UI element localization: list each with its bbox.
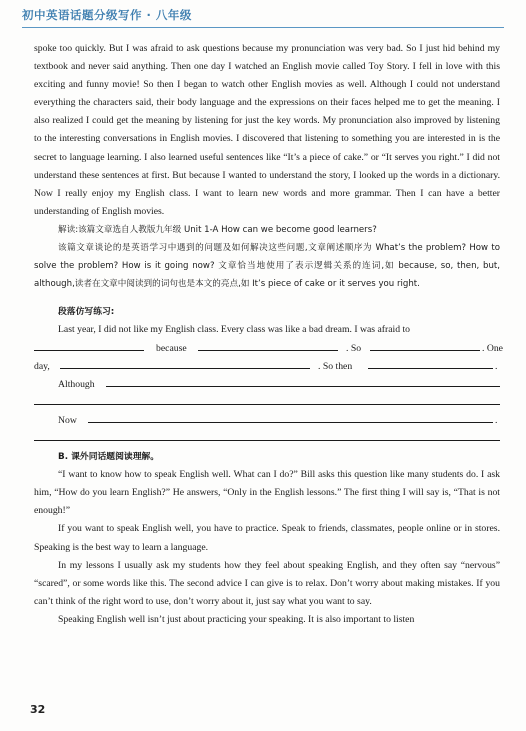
exercise-line-2 [34, 340, 503, 358]
reading-paragraph-4: Speaking English well isn’t just about practicing your speaking. It is also important to listen [58, 613, 415, 625]
blank-line[interactable] [370, 340, 480, 351]
exercise-word-now: Now [58, 414, 77, 426]
exercise-word-day: day, [34, 360, 50, 372]
page-number: 32 [30, 703, 46, 716]
reading-paragraph-1: “I want to know how to speak English well. What can I do?” Bill asks this question like many students do. I ask him, “How do you learn English?” He answers, “Only in the English lessons.” The first thing I will say is, “That is not enough!” [34, 469, 500, 517]
page-content [34, 40, 503, 629]
exercise-line-4 [34, 376, 500, 394]
analysis-note-body: 该篇文章谈论的是英语学习中遇到的问题及如何解决这些问题,文章阐述顺序为 What’s the problem? How to solve the problem? How is it going now? 文章恰当地使用了表示逻辑关系的连词,如 because, so, then, but, although,读者在文章中阅读到的词句也是本文的亮点,如 It’s piece of cake or it serves you right. [34, 243, 500, 290]
reading-paragraph-2: If you want to speak English well, you have to practice. Speak to friends, classmates, people online or in stores. Speaking is the best way to learn a language. [34, 523, 500, 553]
exercise-word-although: Although [58, 378, 95, 390]
reading-paragraph-3: In my lessons I usually ask my students how they feel about speaking English, and they often say “nervous” “scared”, or some words like this. The second advice I can give is to relax. Don’t worry about making mistakes. If you can’t think of the right word to use, don’t worry about it, just say what you want to say. [34, 559, 500, 607]
exercise-period: . [495, 360, 498, 372]
analysis-note-title: 解读:该篇文章选自人教版九年级 Unit 1-A How can we become good learners? [58, 224, 377, 235]
blank-line[interactable] [34, 340, 144, 351]
exercise-line-1: Last year, I did not like my English class. Every class was like a bad dream. I was afraid to [58, 324, 411, 336]
exercise-word-so: . So [346, 342, 362, 354]
blank-line[interactable] [34, 430, 500, 441]
running-header: 初中英语话题分级写作 · 八年级 [22, 8, 192, 22]
exercise-period-end: . [495, 414, 498, 426]
blank-line[interactable] [106, 376, 500, 387]
exercise-word-one: . One [482, 342, 503, 354]
blank-line[interactable] [198, 340, 338, 351]
blank-line[interactable] [368, 358, 493, 369]
blank-line[interactable] [60, 358, 310, 369]
exercise-line-6 [34, 412, 500, 430]
exercise-word-because: because [156, 342, 187, 354]
blank-line[interactable] [34, 394, 500, 405]
exercise-title: 段落仿写练习: [58, 307, 115, 318]
blank-line[interactable] [88, 412, 493, 423]
section-b-title: B. 课外同话题阅读理解。 [58, 452, 160, 463]
passage-paragraph: spoke too quickly. But I was afraid to ask questions because my pronunciation was very bad. So I just hid behind my textbook and never said anything. Then one day I watched an English movie called Toy Story. I fell in love with this exciting and funny movie! So then I began to watch other English movies as well. Although I could not understand everything the characters said, their body language and the expressions on their faces helped me to get the meaning. I also realized I could get the meaning by listening for just the key words. My pronunciation also improved by listening to the interesting conversations in English movies. I discovered that listening to something you are interested in is the secret to language learning. I also learned useful sentences like “It’s a piece of cake.” or “It serves you right.” I did not understand these sentences at first. But because I wanted to understand the story, I looked up the words in a dictionary. Now I really enjoy my English class. I want to learn new words and more grammar. Then I can have a better understanding of English movies. [34, 43, 500, 217]
exercise-line-3 [34, 358, 500, 376]
exercise-line-5 [34, 394, 500, 412]
exercise-word-so-then: . So then [318, 360, 353, 372]
header-rule [22, 27, 504, 28]
exercise-line-7 [34, 430, 500, 448]
